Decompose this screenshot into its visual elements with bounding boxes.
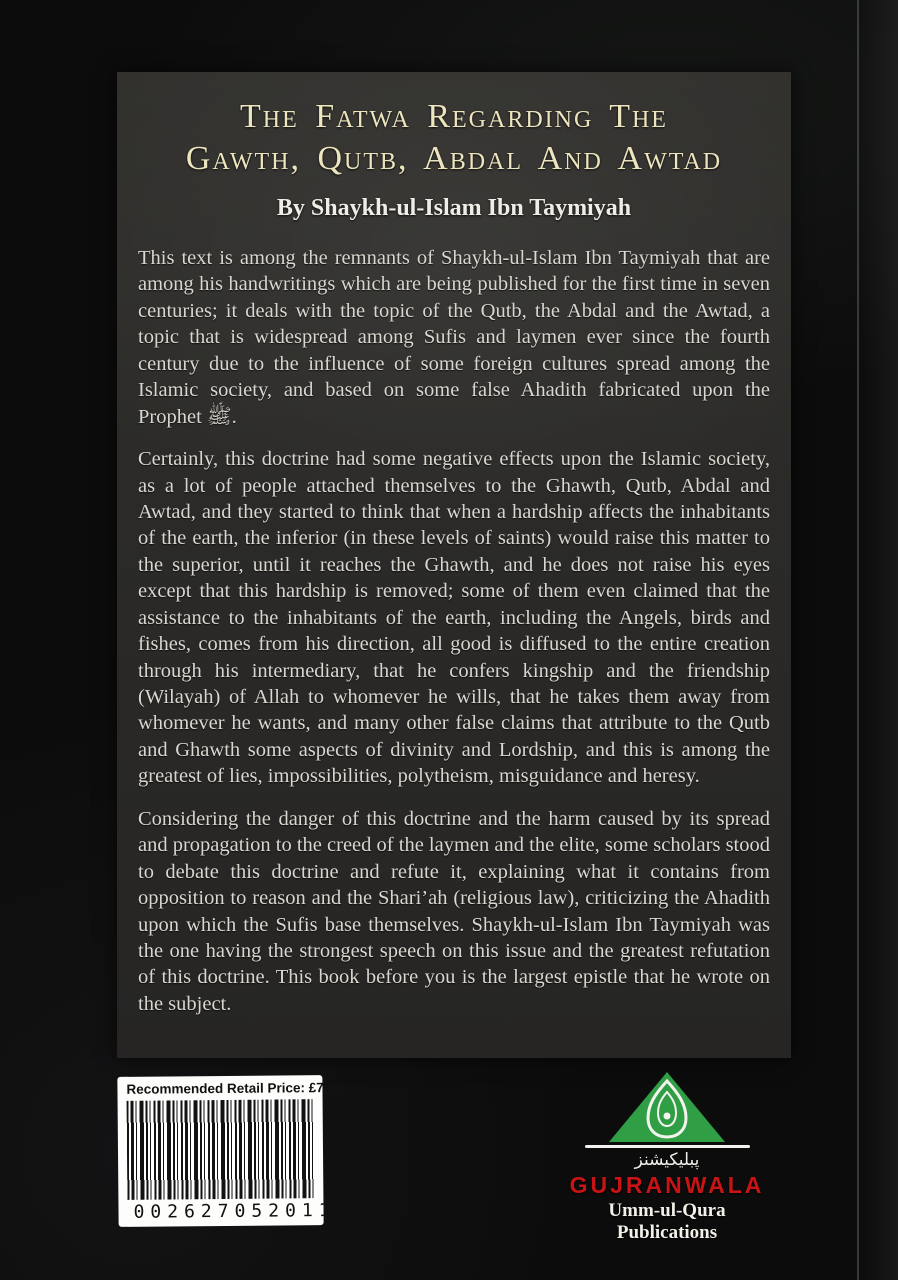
scan-edge-highlight [860,0,898,1280]
barcode-number: 002627052011 [133,1199,336,1223]
blurb-paragraph-3: Considering the danger of this doctrine and the harm caused by its spread and propagation to the creed of the laymen and the elite, some scholars stood to debate this doctrine and refute it, explaining what it contains from opposition to reason and the Shari’ah (religious law), criticizing the Ahadith upon which the Sufis base themselves. Shaykh-ul-Islam Ibn Taymiyah was the one having the strongest speech on this issue and the greatest refutation of this doctrine. This book before you is the largest epistle that he wrote on the subject. [138,807,770,1015]
price-barcode-sticker [117,1075,343,1227]
publisher-urdu-text: پبلیکیشنز [634,1150,700,1170]
publisher-name: GUJRANWALA [569,1172,765,1198]
blurb-paragraph-2: Certainly, this doctrine had some negative effects upon the Islamic society, as a lot of people attached themselves to the Ghawth, Qutb, Abdal and Awtad, and they started to think that when a hardship affects the inhabitants of the earth, the inferior (in these levels of saints) would raise this matter to the superior, until it reaches the Ghawth, and he does not raise his eyes except that this hardship is removed; some of them even claimed that the assistance to the inhabitants of the earth, including the Angels, birds and fishes, comes from his direction, all good is diffused to the entire creation through his intermediary, that he confers kingship and the friendship (Wilayah) of Allah to whomever he wills, that he takes them away from whomever he wants, and many other false claims that attribute to the Qutb and Ghawth some aspects of divinity and Lordship, and this is among the greatest of lies, impossibilities, polytheism, misguidance and heresy. [138,448,770,788]
logo-underline [585,1145,750,1148]
book-title [117,96,791,180]
author-line: By Shaykh-ul-Islam Ibn Taymiyah [276,195,632,221]
publisher-logo-block [562,1072,772,1244]
retail-price-text: Recommended Retail Price: £7.50 [126,1079,343,1097]
book-title-line2: Gawth, Qutb, Abdal And Awtad [185,140,723,177]
spine-crease-line [857,0,859,1280]
blurb-paragraph-1: This text is among the remnants of Shaykh-ul-Islam Ibn Taymiyah that are among his handwritings which are being published for the first time in seven centuries; it deals with the topic of the Qutb, the Abdal and the Awtad, a topic that is widespread among Sufis and laymen ever since the fourth century due to the influence of some foreign cultures spread among the Islamic society, and based on some false Ahadith fabricated upon the Prophet ﷺ. [138,247,770,428]
publisher-subtitle: Umm-ul-Qura Publications [608,1200,726,1243]
barcode-icon [127,1099,315,1200]
blurb-text [117,222,791,1017]
text-panel [117,72,791,1058]
publisher-logo-icon [609,1072,725,1142]
book-title-line1: The Fatwa Regarding The [240,98,668,135]
